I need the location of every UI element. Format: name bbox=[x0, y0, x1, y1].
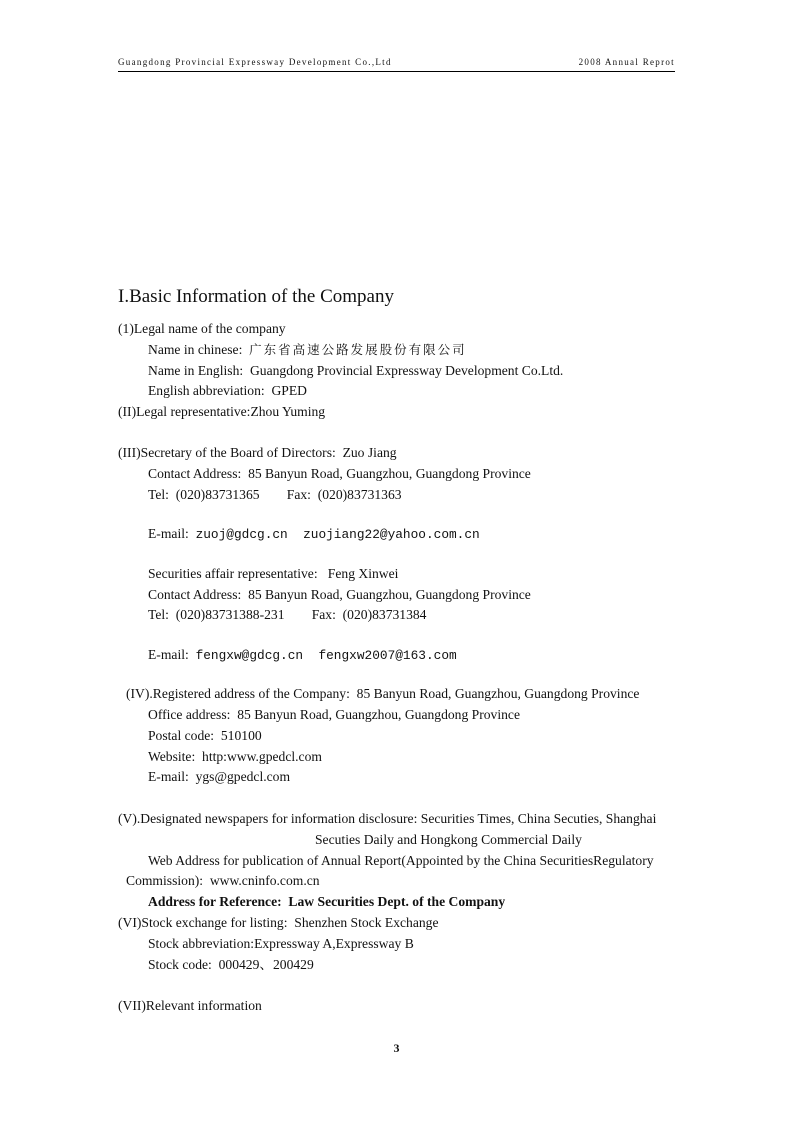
securities-rep-label: Securities affair representative: bbox=[148, 566, 318, 581]
page-header bbox=[118, 57, 675, 72]
postal-code-value: 510100 bbox=[220, 728, 262, 743]
secretary-tel-value: (020)83731365 bbox=[175, 487, 260, 502]
relevant-information-heading: (VII)Relevant information bbox=[118, 998, 262, 1013]
securities-rep-email-value[interactable]: fengxw@gdcg.cn fengxw2007@163.com bbox=[195, 648, 457, 663]
chinese-name-label: Name in chinese: bbox=[148, 342, 243, 357]
secretary-email-value[interactable]: zuoj@gdcg.cn zuojiang22@yahoo.com.cn bbox=[195, 527, 480, 542]
postal-code-line bbox=[148, 727, 262, 745]
securities-rep-tel-value: (020)83731388-231 bbox=[175, 607, 285, 622]
chinese-name-line bbox=[148, 341, 467, 359]
secretary-email-label: E-mail: bbox=[148, 526, 189, 541]
english-name-line bbox=[148, 362, 563, 380]
newspapers-continuation: Secuties Daily and Hongkong Commercial Daily bbox=[315, 832, 582, 847]
english-name-value: Guangdong Provincial Expressway Development Co.Ltd. bbox=[249, 363, 564, 378]
company-email-label: E-mail: bbox=[148, 769, 189, 784]
reference-address: Address for Reference: Law Securities Dept. of the Company bbox=[148, 894, 506, 909]
secretary-tel-label: Tel: bbox=[148, 487, 169, 502]
securities-rep-address-line bbox=[148, 586, 531, 604]
stock-code-label: Stock code: bbox=[148, 957, 212, 972]
web-address-commission-label: Commission): bbox=[126, 873, 204, 888]
stock-code-line bbox=[148, 956, 314, 974]
securities-rep-tel-label: Tel: bbox=[148, 607, 169, 622]
newspapers-heading: (V).Designated newspapers for information disclosure: Securities Times, China Secuties, Shanghai bbox=[118, 811, 657, 826]
registered-address-line bbox=[126, 685, 639, 703]
securities-rep-address-label: Contact Address: bbox=[148, 587, 242, 602]
secretary-address-label: Contact Address: bbox=[148, 466, 242, 481]
securities-rep-fax-label: Fax: bbox=[311, 607, 336, 622]
web-address-link[interactable]: www.cninfo.com.cn bbox=[209, 873, 320, 888]
office-address-label: Office address: bbox=[148, 707, 231, 722]
website-line bbox=[148, 748, 322, 766]
securities-rep-email-line bbox=[148, 646, 457, 665]
header-report-title: 2008 Annual Reprot bbox=[578, 57, 675, 67]
stock-code-value: 000429、200429 bbox=[218, 957, 314, 972]
secretary-line bbox=[118, 444, 397, 462]
stock-abbreviation: Stock abbreviation:Expressway A,Expressway B bbox=[148, 936, 414, 951]
web-address-line-2 bbox=[126, 872, 320, 890]
secretary-address-value: 85 Banyun Road, Guangzhou, Guangdong Province bbox=[248, 466, 531, 481]
securities-rep-address-value: 85 Banyun Road, Guangzhou, Guangdong Province bbox=[248, 587, 531, 602]
web-address-line: Web Address for publication of Annual Report(Appointed by the China SecuritiesRegulatory bbox=[148, 853, 654, 868]
securities-rep-email-label: E-mail: bbox=[148, 647, 189, 662]
company-email-line bbox=[148, 768, 290, 786]
english-name-label: Name in English: bbox=[148, 363, 244, 378]
stock-exchange-line bbox=[118, 914, 439, 932]
secretary-heading: (III)Secretary of the Board of Directors: bbox=[118, 445, 336, 460]
chinese-name-value: 广东省高速公路发展股份有限公司 bbox=[249, 342, 467, 357]
secretary-phone-line bbox=[148, 486, 402, 504]
legal-name-heading: (1)Legal name of the company bbox=[118, 321, 286, 336]
page-number: 3 bbox=[393, 1041, 400, 1055]
website-label: Website: bbox=[148, 749, 196, 764]
securities-rep-phone-line bbox=[148, 606, 426, 624]
securities-rep-fax-value: (020)83731384 bbox=[342, 607, 427, 622]
secretary-fax-value: (020)83731363 bbox=[317, 487, 402, 502]
securities-rep-line bbox=[148, 565, 398, 583]
office-address-value: 85 Banyun Road, Guangzhou, Guangdong Province bbox=[237, 707, 520, 722]
postal-code-label: Postal code: bbox=[148, 728, 215, 743]
header-company-name: Guangdong Provincial Expressway Development Co.,Ltd bbox=[118, 57, 392, 67]
securities-rep-name: Feng Xinwei bbox=[327, 566, 399, 581]
secretary-address-line bbox=[148, 465, 531, 483]
abbreviation-line bbox=[148, 382, 307, 400]
stock-exchange-label: (VI)Stock exchange for listing: bbox=[118, 915, 288, 930]
abbreviation-value: GPED bbox=[271, 383, 307, 398]
registered-address-heading: (IV).Registered address of the Company: bbox=[126, 686, 350, 701]
legal-representative: (II)Legal representative:Zhou Yuming bbox=[118, 404, 326, 419]
stock-exchange-value: Shenzhen Stock Exchange bbox=[294, 915, 439, 930]
office-address-line bbox=[148, 706, 520, 724]
registered-address-value: 85 Banyun Road, Guangzhou, Guangdong Province bbox=[356, 686, 640, 701]
abbreviation-label: English abbreviation: bbox=[148, 383, 265, 398]
secretary-name: Zuo Jiang bbox=[342, 445, 397, 460]
secretary-fax-label: Fax: bbox=[286, 487, 311, 502]
company-email-link[interactable]: ygs@gpedcl.com bbox=[195, 769, 291, 784]
website-link[interactable]: http:www.gpedcl.com bbox=[202, 749, 322, 764]
secretary-email-line bbox=[148, 525, 480, 544]
section-title: I.Basic Information of the Company bbox=[118, 286, 394, 307]
